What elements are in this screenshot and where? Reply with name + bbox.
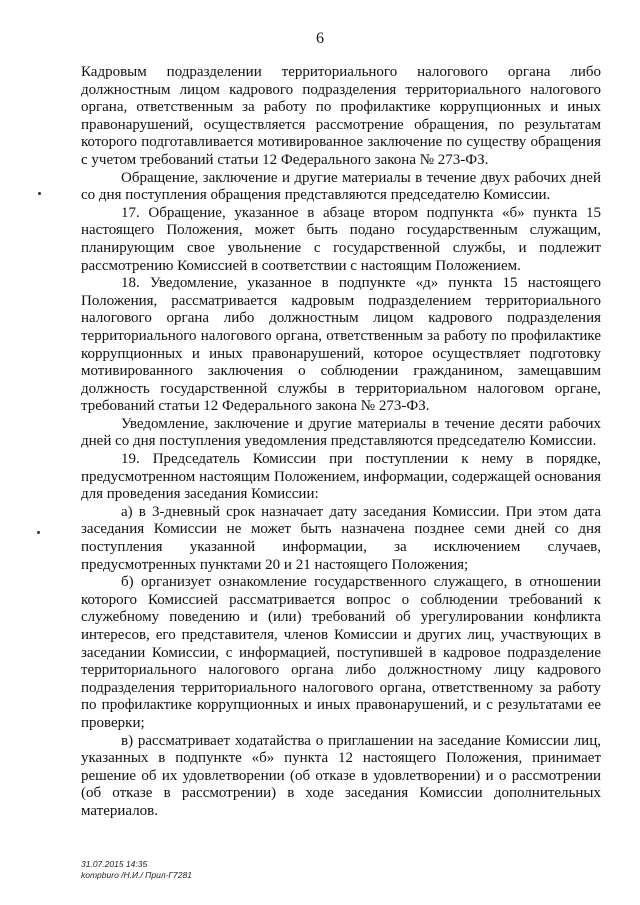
footer-stamp bbox=[81, 859, 192, 881]
scan-speck bbox=[38, 192, 41, 195]
scan-speck bbox=[37, 531, 40, 534]
paragraph-1: Кадровым подразделении территориального налогового органа либо должностным лицом кадрового подразделения территориального налогового органа, ответственным за работу по профилактике коррупционных и иных правонарушений, осуществляется рассмотрение обращения, по результатам которого подготавливается мотивированное заключение по существу обращения с учетом требований статьи 12 Федерального закона № 273-ФЗ. bbox=[81, 64, 601, 168]
document-body bbox=[81, 64, 601, 821]
footer-timestamp: 31.07.2015 14:35 bbox=[81, 859, 148, 869]
page-number: 6 bbox=[316, 30, 324, 47]
paragraph-19-v: в) рассматривает ходатайства о приглашении на заседание Комиссии лиц, указанных в подпункте «б» пункта 12 настоящего Положения, принимает решение об их удовлетворении (об отказе в удовлетворении) и о рассмотрении (об отказе в рассмотрении) в ходе заседания Комиссии дополнительных материалов. bbox=[81, 732, 601, 819]
footer-doc-ref: kompburo /Н.И./ Прил-Г7281 bbox=[81, 870, 192, 880]
paragraph-19-a: а) в 3-дневный срок назначает дату заседания Комиссии. При этом дата заседания Комиссии не может быть назначена позднее семи дней со дня поступления указанной информации, за исключением случаев, предусмотренных пунктами 20 и 21 настоящего Положения; bbox=[81, 503, 601, 573]
paragraph-19-b: б) организует ознакомление государственного служащего, в отношении которого Комиссией рассматривается вопрос о соблюдении требований к служебному поведению и (или) требований об урегулировании конфликта интересов, его представителя, членов Комиссии и других лиц, участвующих в заседании Комиссии, с информацией, поступившей в кадровое подразделение территориального налогового органа либо должностному лицу кадрового подразделения территориального налогового органа, ответственному за работу по профилактике коррупционных и иных правонарушений, и с результатами ее проверки; bbox=[81, 574, 601, 731]
paragraph-2: Обращение, заключение и другие материалы в течение двух рабочих дней со дня поступления обращения представляются председателю Комиссии. bbox=[81, 169, 601, 204]
paragraph-17: 17. Обращение, указанное в абзаце втором подпункта «б» пункта 15 настоящего Положения, может быть подано государственным служащим, планирующим свое увольнение с государственной службы, и подлежит рассмотрению Комиссией в соответствии с настоящим Положением. bbox=[81, 204, 601, 274]
paragraph-18-notice: Уведомление, заключение и другие материалы в течение десяти рабочих дней со дня поступления уведомления представляются председателю Комиссии. bbox=[81, 415, 601, 450]
paragraph-18: 18. Уведомление, указанное в подпункте «д» пункта 15 настоящего Положения, рассматривается кадровым подразделением территориального налогового органа либо должностным лицом кадрового подразделения территориального налогового органа, ответственным за работу по профилактике коррупционных и иных правонарушений, которое осуществляет подготовку мотивированного заключения о соблюдении гражданином, замещавшим должность государственной службы в территориальном налоговом органе, требований статьи 12 Федерального закона № 273-ФЗ. bbox=[81, 275, 601, 415]
paragraph-19: 19. Председатель Комиссии при поступлении к нему в порядке, предусмотренном настоящим Положением, информации, содержащей основания для проведения заседания Комиссии: bbox=[81, 451, 601, 503]
